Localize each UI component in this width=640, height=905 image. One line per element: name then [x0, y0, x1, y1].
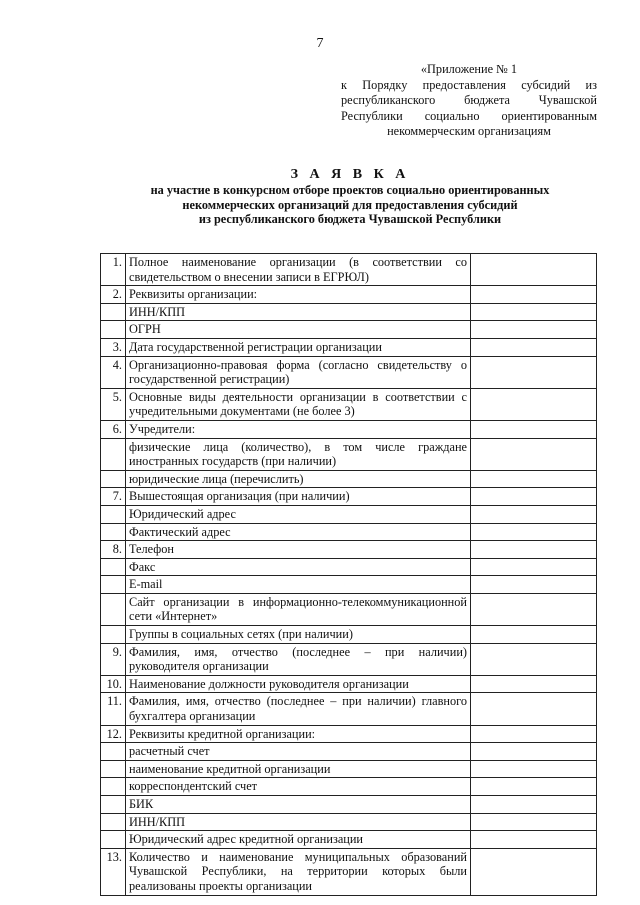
row-label: наименование кредитной организации	[126, 760, 471, 778]
row-number	[101, 438, 126, 470]
form-row	[101, 303, 597, 321]
row-label: ИНН/КПП	[126, 303, 471, 321]
row-value-field[interactable]	[471, 643, 597, 675]
form-row	[101, 523, 597, 541]
row-value-field[interactable]	[471, 338, 597, 356]
row-number	[101, 813, 126, 831]
row-label: Фамилия, имя, отчество (последнее – при наличии) главного бухгалтера организации	[126, 693, 471, 725]
row-label: расчетный счет	[126, 743, 471, 761]
row-value-field[interactable]	[471, 388, 597, 420]
row-value-field[interactable]	[471, 558, 597, 576]
row-label: Полное наименование организации (в соответствии со свидетельством о внесении записи в ЕГРЮЛ)	[126, 254, 471, 286]
row-value-field[interactable]	[471, 778, 597, 796]
document-title	[60, 166, 640, 227]
row-value-field[interactable]	[471, 813, 597, 831]
form-row	[101, 254, 597, 286]
row-label: Реквизиты организации:	[126, 286, 471, 304]
page-number: 7	[316, 36, 324, 51]
row-number: 2.	[101, 286, 126, 304]
application-form-table	[100, 253, 597, 896]
form-row	[101, 388, 597, 420]
row-number	[101, 743, 126, 761]
row-number	[101, 505, 126, 523]
row-label: физические лица (количество), в том числе граждане иностранных государств (при наличии)	[126, 438, 471, 470]
row-number	[101, 321, 126, 339]
row-number	[101, 778, 126, 796]
form-row	[101, 488, 597, 506]
row-number: 7.	[101, 488, 126, 506]
row-number	[101, 576, 126, 594]
appendix-line: Республики социально ориентированным	[341, 108, 597, 123]
appendix-line: «Приложение № 1	[420, 62, 518, 76]
form-row	[101, 593, 597, 625]
form-row	[101, 725, 597, 743]
row-label: юридические лица (перечислить)	[126, 470, 471, 488]
form-row	[101, 541, 597, 559]
row-label: Учредители:	[126, 420, 471, 438]
row-number: 9.	[101, 643, 126, 675]
title-line: некоммерческих организаций для предоставления субсидий	[182, 197, 518, 212]
row-number	[101, 523, 126, 541]
form-row	[101, 505, 597, 523]
appendix-line: республиканского бюджета Чувашской	[341, 93, 597, 107]
row-label: Вышестоящая организация (при наличии)	[126, 488, 471, 506]
form-row	[101, 321, 597, 339]
row-value-field[interactable]	[471, 286, 597, 304]
row-value-field[interactable]	[471, 470, 597, 488]
form-row	[101, 286, 597, 304]
appendix-line: некоммерческим организациям	[387, 124, 551, 138]
row-value-field[interactable]	[471, 254, 597, 286]
form-row	[101, 338, 597, 356]
row-number	[101, 593, 126, 625]
row-label: ИНН/КПП	[126, 813, 471, 831]
row-label: Основные виды деятельности организации в соответствии с учредительными документами (не более 3)	[126, 388, 471, 420]
row-value-field[interactable]	[471, 760, 597, 778]
title-main: З А Я В К А	[290, 167, 410, 182]
row-label: Юридический адрес	[126, 505, 471, 523]
form-row	[101, 420, 597, 438]
row-value-field[interactable]	[471, 505, 597, 523]
row-number	[101, 470, 126, 488]
form-row	[101, 743, 597, 761]
row-label: ОГРН	[126, 321, 471, 339]
row-number	[101, 626, 126, 644]
form-row	[101, 778, 597, 796]
row-value-field[interactable]	[471, 438, 597, 470]
row-label: Телефон	[126, 541, 471, 559]
row-label: Организационно-правовая форма (согласно свидетельству о государственной регистрации)	[126, 356, 471, 388]
row-number	[101, 796, 126, 814]
row-value-field[interactable]	[471, 693, 597, 725]
row-label: БИК	[126, 796, 471, 814]
row-value-field[interactable]	[471, 541, 597, 559]
row-value-field[interactable]	[471, 725, 597, 743]
form-row	[101, 760, 597, 778]
row-value-field[interactable]	[471, 576, 597, 594]
row-value-field[interactable]	[471, 831, 597, 849]
form-row	[101, 643, 597, 675]
appendix-line: к Порядку предоставления субсидий из	[341, 77, 597, 92]
row-label: Дата государственной регистрации организации	[126, 338, 471, 356]
row-value-field[interactable]	[471, 356, 597, 388]
row-value-field[interactable]	[471, 321, 597, 339]
row-number: 11.	[101, 693, 126, 725]
row-number: 6.	[101, 420, 126, 438]
form-row	[101, 558, 597, 576]
row-label: Фамилия, имя, отчество (последнее – при наличии) руководителя организации	[126, 643, 471, 675]
row-value-field[interactable]	[471, 848, 597, 895]
row-value-field[interactable]	[471, 626, 597, 644]
row-number: 1.	[101, 254, 126, 286]
title-line: из республиканского бюджета Чувашской Республики	[198, 212, 502, 226]
row-number: 12.	[101, 725, 126, 743]
row-label: Сайт организации в информационно-телекоммуникационной сети «Интернет»	[126, 593, 471, 625]
row-label: Фактический адрес	[126, 523, 471, 541]
form-row	[101, 848, 597, 895]
row-value-field[interactable]	[471, 523, 597, 541]
row-number: 3.	[101, 338, 126, 356]
row-number: 5.	[101, 388, 126, 420]
row-label: Факс	[126, 558, 471, 576]
form-row	[101, 813, 597, 831]
row-value-field[interactable]	[471, 488, 597, 506]
form-row	[101, 693, 597, 725]
title-line: на участие в конкурсном отборе проектов социально ориентированных	[150, 183, 550, 197]
row-value-field[interactable]	[471, 420, 597, 438]
row-label: Наименование должности руководителя организации	[126, 675, 471, 693]
form-row	[101, 796, 597, 814]
row-value-field[interactable]	[471, 796, 597, 814]
row-number: 10.	[101, 675, 126, 693]
row-label: E-mail	[126, 576, 471, 594]
row-label: Группы в социальных сетях (при наличии)	[126, 626, 471, 644]
form-row	[101, 675, 597, 693]
row-number: 8.	[101, 541, 126, 559]
row-number	[101, 303, 126, 321]
form-row	[101, 470, 597, 488]
row-label: Количество и наименование муниципальных образований Чувашской Республики, на территории которых были реализованы проекты организации	[126, 848, 471, 895]
form-row	[101, 438, 597, 470]
row-number	[101, 558, 126, 576]
form-row	[101, 356, 597, 388]
row-number: 4.	[101, 356, 126, 388]
form-row	[101, 626, 597, 644]
row-value-field[interactable]	[471, 743, 597, 761]
row-label: Реквизиты кредитной организации:	[126, 725, 471, 743]
row-number	[101, 831, 126, 849]
row-value-field[interactable]	[471, 675, 597, 693]
row-value-field[interactable]	[471, 593, 597, 625]
row-label: корреспондентский счет	[126, 778, 471, 796]
appendix-header	[341, 62, 597, 140]
row-value-field[interactable]	[471, 303, 597, 321]
row-number	[101, 760, 126, 778]
row-number: 13.	[101, 848, 126, 895]
form-row	[101, 831, 597, 849]
form-row	[101, 576, 597, 594]
row-label: Юридический адрес кредитной организации	[126, 831, 471, 849]
